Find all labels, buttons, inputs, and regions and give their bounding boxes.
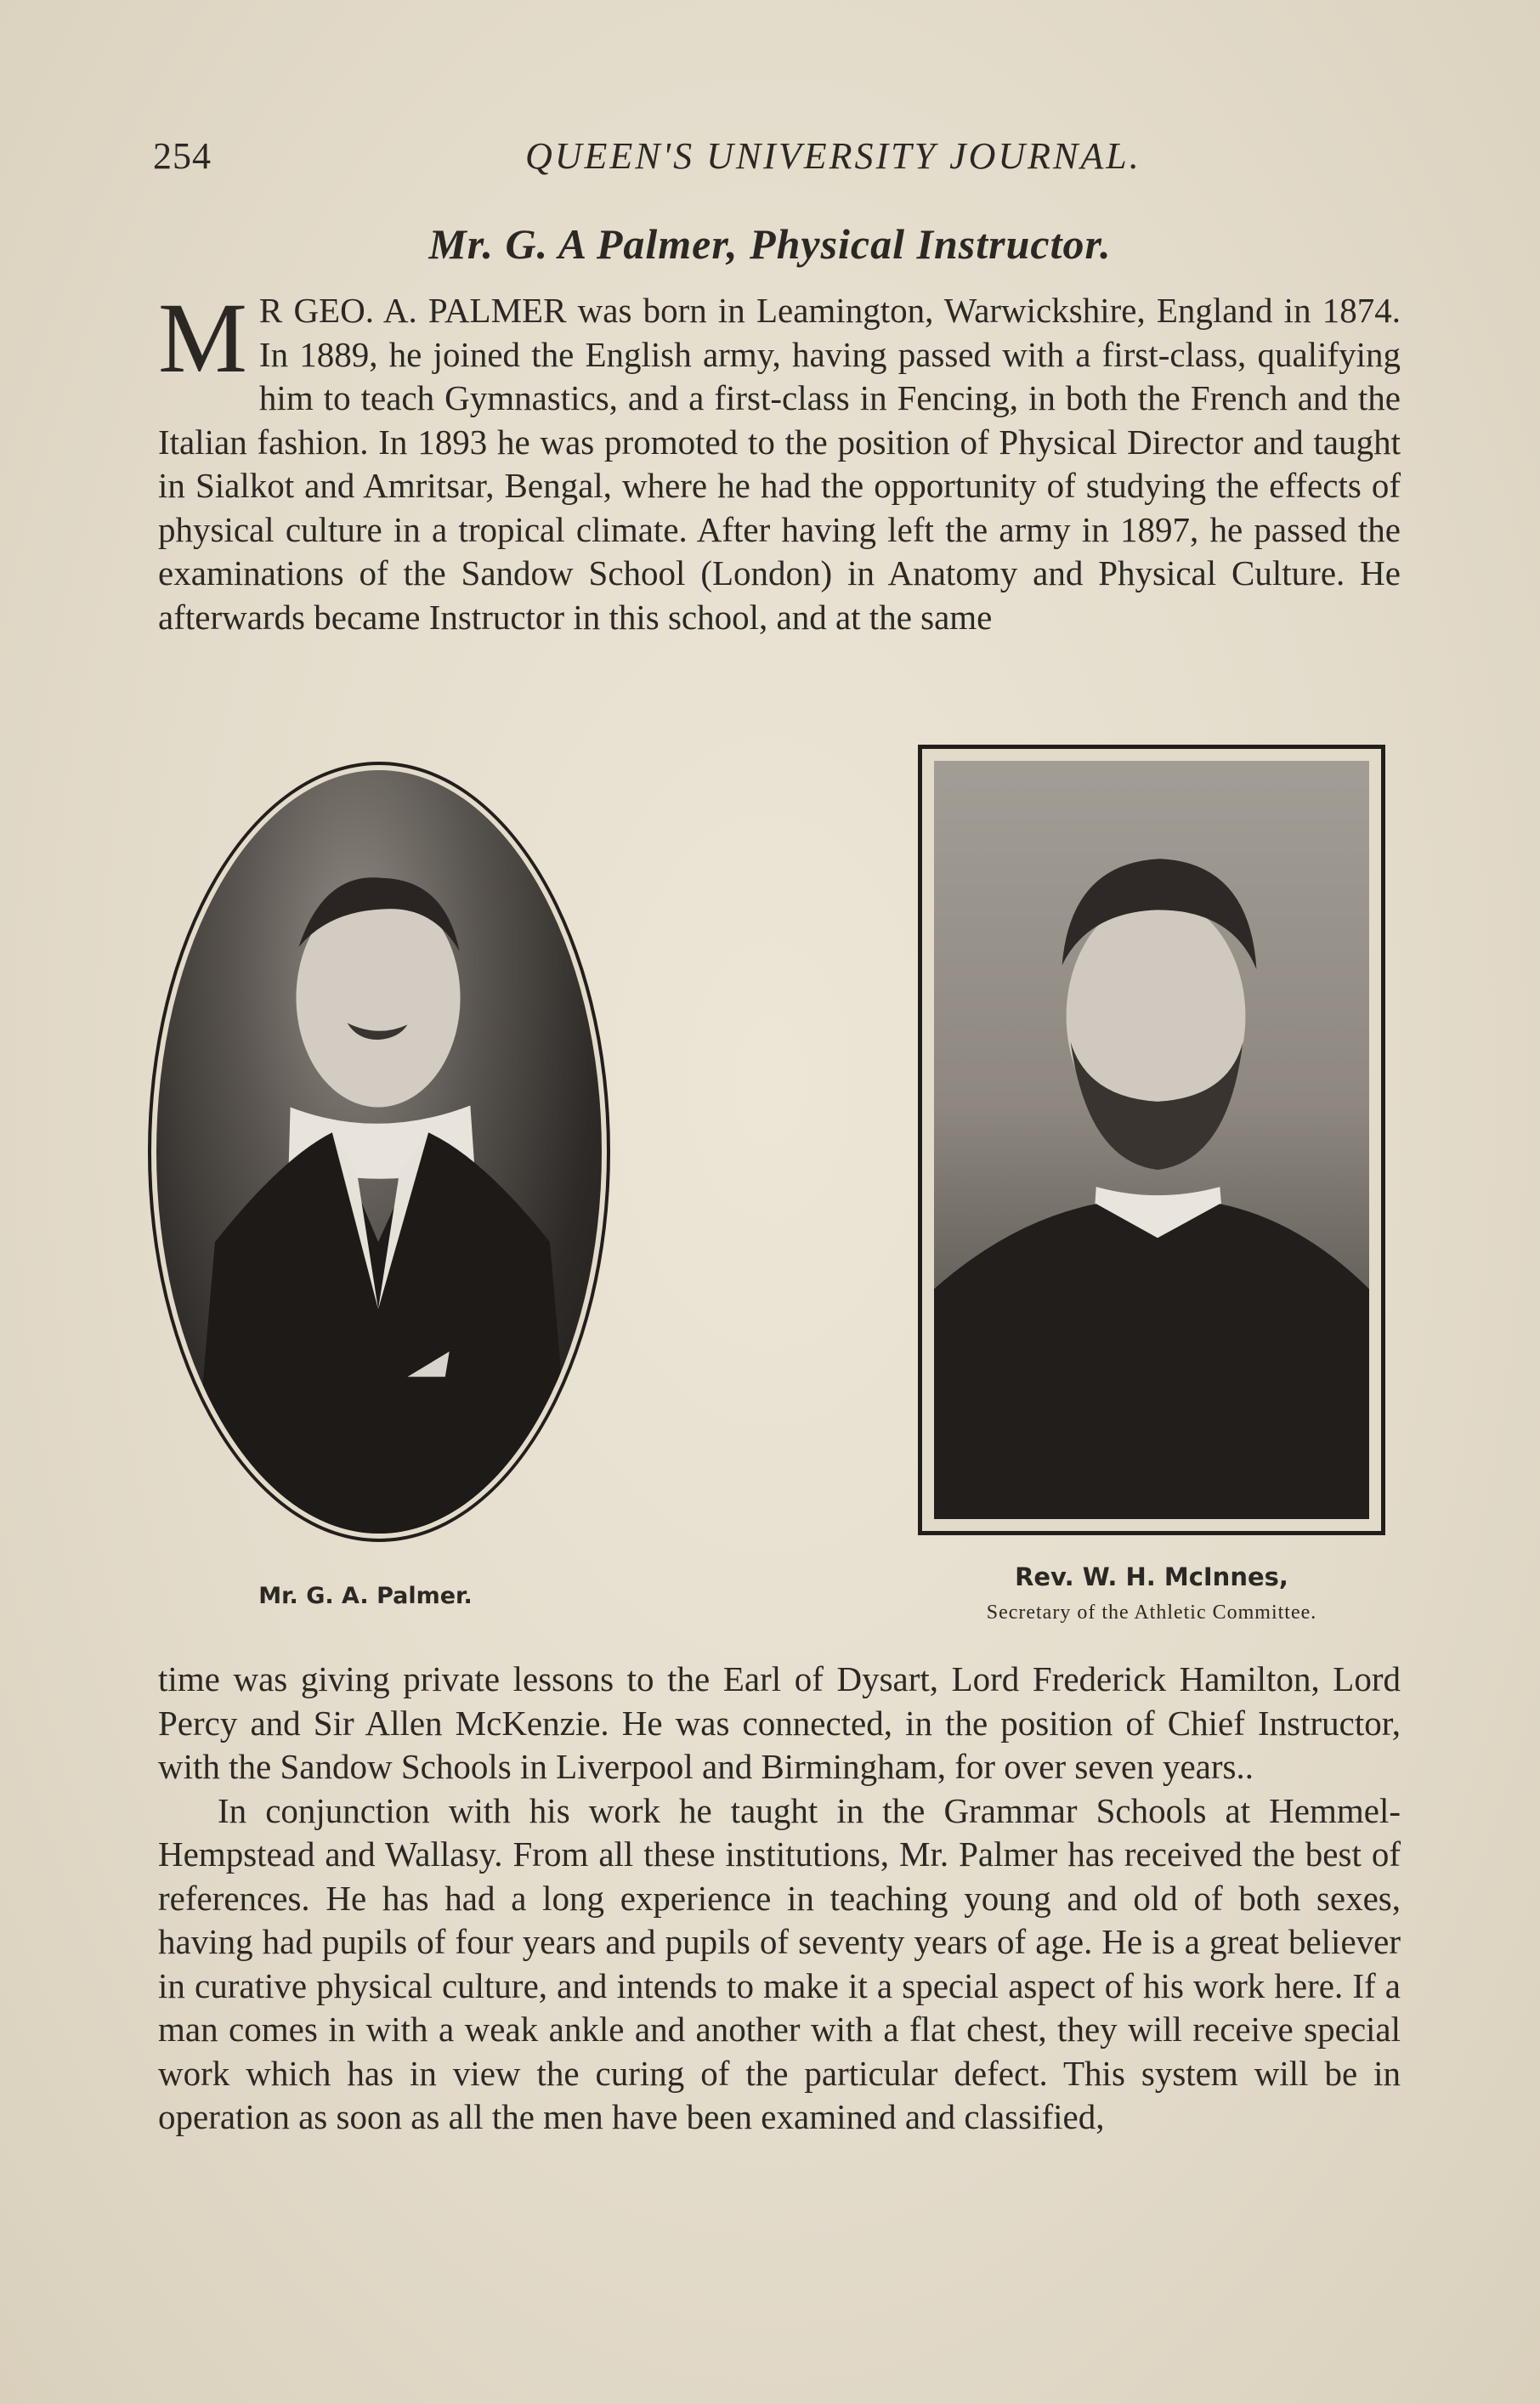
article-title: Mr. G. A Palmer, Physical Instructor.	[428, 220, 1112, 268]
caption-mcinnes-name: Rev. W. H. McInnes,	[1015, 1562, 1288, 1591]
portrait-mcinnes-figure	[934, 761, 1369, 1519]
drop-cap: M	[158, 282, 247, 394]
portrait-mcinnes-image	[934, 761, 1369, 1519]
running-head: QUEEN'S UNIVERSITY JOURNAL.	[525, 135, 1141, 177]
caption-palmer: Mr. G. A. Palmer.	[258, 1583, 473, 1609]
caption-mcinnes-title: Secretary of the Athletic Committee.	[986, 1602, 1317, 1624]
article-body-bottom	[158, 1658, 1401, 2140]
article-body-top	[158, 282, 1401, 639]
portrait-palmer-figure	[156, 770, 602, 1534]
paragraph-2: In conjunction with his work he taught in the Grammar Schools at Hemmel-Hempstead and Wallasy. From all these institutions, Mr. Palmer has received the best of references. He has had a long experience in teaching young and old of both sexes, having had pupils of four years and pupils of seventy years of age. He is a great believer in curative physical culture, and intends to make it a special aspect of his work here. If a man comes in with a weak ankle and another with a flat chest, they will receive special work which has in view the curing of the particular defect. This system will be in operation as soon as all the men have been examined and classified,	[158, 1790, 1401, 2136]
paragraph-1-text: R GEO. A. PALMER was born in Leamington, Warwickshire, England in 1874. In 1889, he joined the English army, having passed with a first-class, qualifying him to teach Gymnastics, and a first-class in Fencing, in both the French and the Italian fashion. In 1893 he was promoted to the position of Physical Director and taught in Sialkot and Amritsar, Bengal, where he had the opportunity of studying the effects of physical culture in a tropical climate. After having left the army in 1897, he passed the examinations of the Sandow School (London) in Anatomy and Physical Culture. He afterwards became Instructor in this school, and at the same	[158, 291, 1401, 637]
portrait-palmer	[148, 762, 610, 1542]
page-number: 254	[153, 135, 212, 177]
paragraph-1-continued: time was giving private lessons to the Earl of Dysart, Lord Frederick Hamilton, Lord Percy and Sir Allen McKenzie. He was connected, in the position of Chief Instructor, with the Sandow Schools in Liverpool and Birmingham, for over seven years..	[158, 1659, 1401, 1786]
portrait-mcinnes	[918, 745, 1385, 1535]
paragraph-1	[158, 282, 1401, 639]
portrait-palmer-image	[156, 770, 602, 1534]
